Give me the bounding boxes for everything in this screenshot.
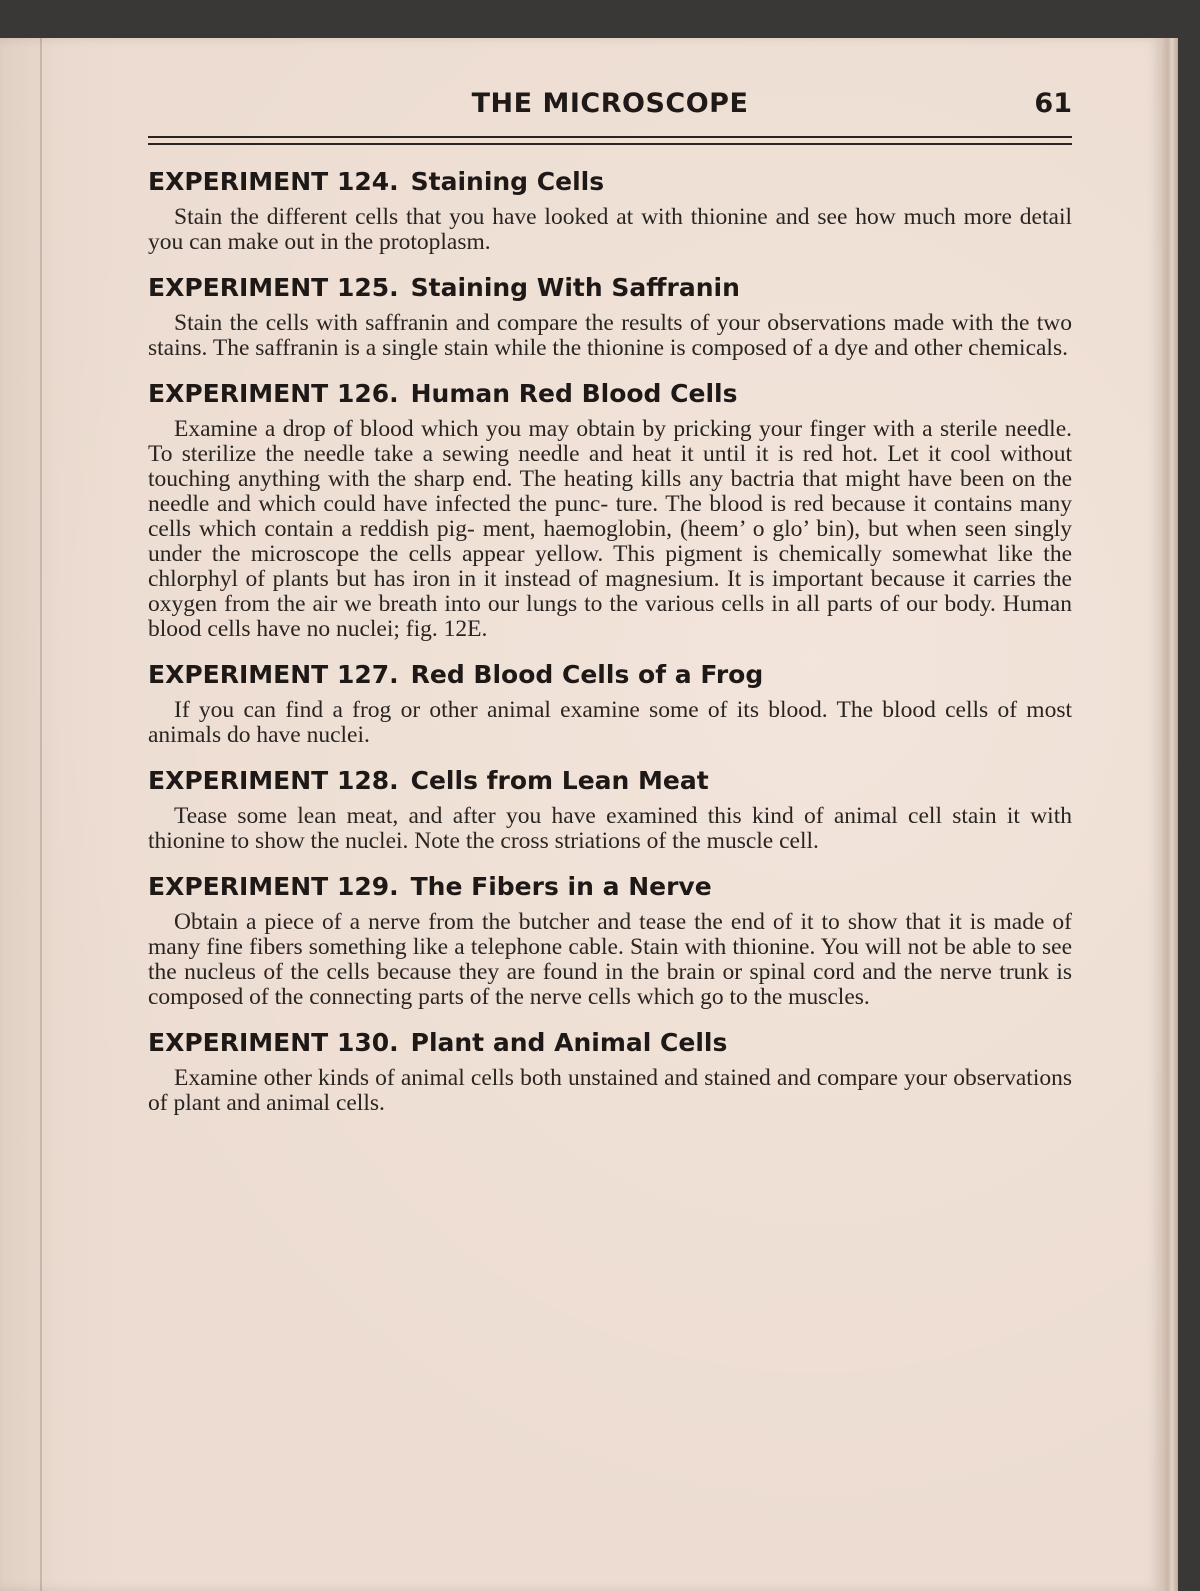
experiment-125 (148, 271, 1072, 361)
experiment-129 (148, 870, 1072, 1010)
experiment-number: EXPERIMENT 129. (148, 872, 399, 901)
experiment-number: EXPERIMENT 124. (148, 167, 399, 196)
experiment-title: Cells from Lean Meat (410, 766, 709, 795)
page-edge-stack (1162, 38, 1178, 1591)
running-header (148, 88, 1072, 128)
experiment-126 (148, 377, 1072, 642)
header-rule-bottom (148, 143, 1072, 145)
experiment-number: EXPERIMENT 127. (148, 660, 399, 689)
experiment-heading (148, 658, 1072, 692)
experiment-body: Examine a drop of blood which you may obtain by pricking your finger with a sterile needle. To sterilize the needle take a sewing needle and heat it until it is red hot. Let it cool without touching anything with the sharp end. The heating kills any bactria that might have been on the needle and which could have infected the punc- ture. The blood is red because it contains many cells which contain a reddish pig- ment, haemoglobin, (heem’ o glo’ bin), but when seen singly under the microscope the cells appear yellow. This pigment is chemically somewhat like the chlorphyl of plants but has iron in it instead of magnesium. It is important because it carries the oxygen from the air we breath into our lungs to the various cells in all parts of our body. Human blood cells have no nuclei; fig. 12E. (148, 416, 1072, 642)
experiment-body: Examine other kinds of animal cells both unstained and stained and compare your observations of plant and animal cells. (148, 1065, 1072, 1116)
experiment-heading (148, 1026, 1072, 1060)
experiment-title: Staining With Saffranin (410, 273, 740, 302)
experiment-124 (148, 165, 1072, 255)
experiment-body: If you can find a frog or other animal examine some of its blood. The blood cells of most animals do have nuclei. (148, 697, 1072, 748)
running-title: THE MICROSCOPE (471, 88, 749, 119)
experiment-body: Tease some lean meat, and after you have examined this kind of animal cell stain it with thionine to show the nuclei. Note the cross striations of the muscle cell. (148, 803, 1072, 854)
experiment-number: EXPERIMENT 128. (148, 766, 399, 795)
page-number: 61 (1034, 88, 1072, 119)
experiment-heading (148, 870, 1072, 904)
experiment-number: EXPERIMENT 125. (148, 273, 399, 302)
experiment-130 (148, 1026, 1072, 1116)
experiment-title: Red Blood Cells of a Frog (410, 660, 764, 689)
experiment-heading (148, 165, 1072, 199)
experiment-heading (148, 271, 1072, 305)
experiment-title: The Fibers in a Nerve (410, 872, 712, 901)
experiment-127 (148, 658, 1072, 748)
experiment-heading (148, 764, 1072, 798)
page-content (148, 165, 1072, 1132)
experiment-body: Obtain a piece of a nerve from the butcher and tease the end of it to show that it is made of many fine fibers something like a telephone cable. Stain with thionine. You will not be able to see the nucleus of the cells because they are found in the brain or spinal cord and the nerve trunk is composed of the connecting parts of the nerve cells which go to the muscles. (148, 909, 1072, 1010)
experiment-body: Stain the cells with saffranin and compare the results of your observations made with the two stains. The saffranin is a single stain while the thionine is composed of a dye and other chemicals. (148, 310, 1072, 361)
experiment-body: Stain the different cells that you have looked at with thionine and see how much more detail you can make out in the protoplasm. (148, 204, 1072, 255)
experiment-heading (148, 377, 1072, 411)
experiment-title: Human Red Blood Cells (410, 379, 738, 408)
header-rule-top (148, 136, 1072, 138)
experiment-number: EXPERIMENT 126. (148, 379, 399, 408)
page-gutter (40, 38, 42, 1591)
experiment-title: Plant and Animal Cells (410, 1028, 728, 1057)
experiment-number: EXPERIMENT 130. (148, 1028, 399, 1057)
experiment-128 (148, 764, 1072, 854)
experiment-title: Staining Cells (410, 167, 605, 196)
